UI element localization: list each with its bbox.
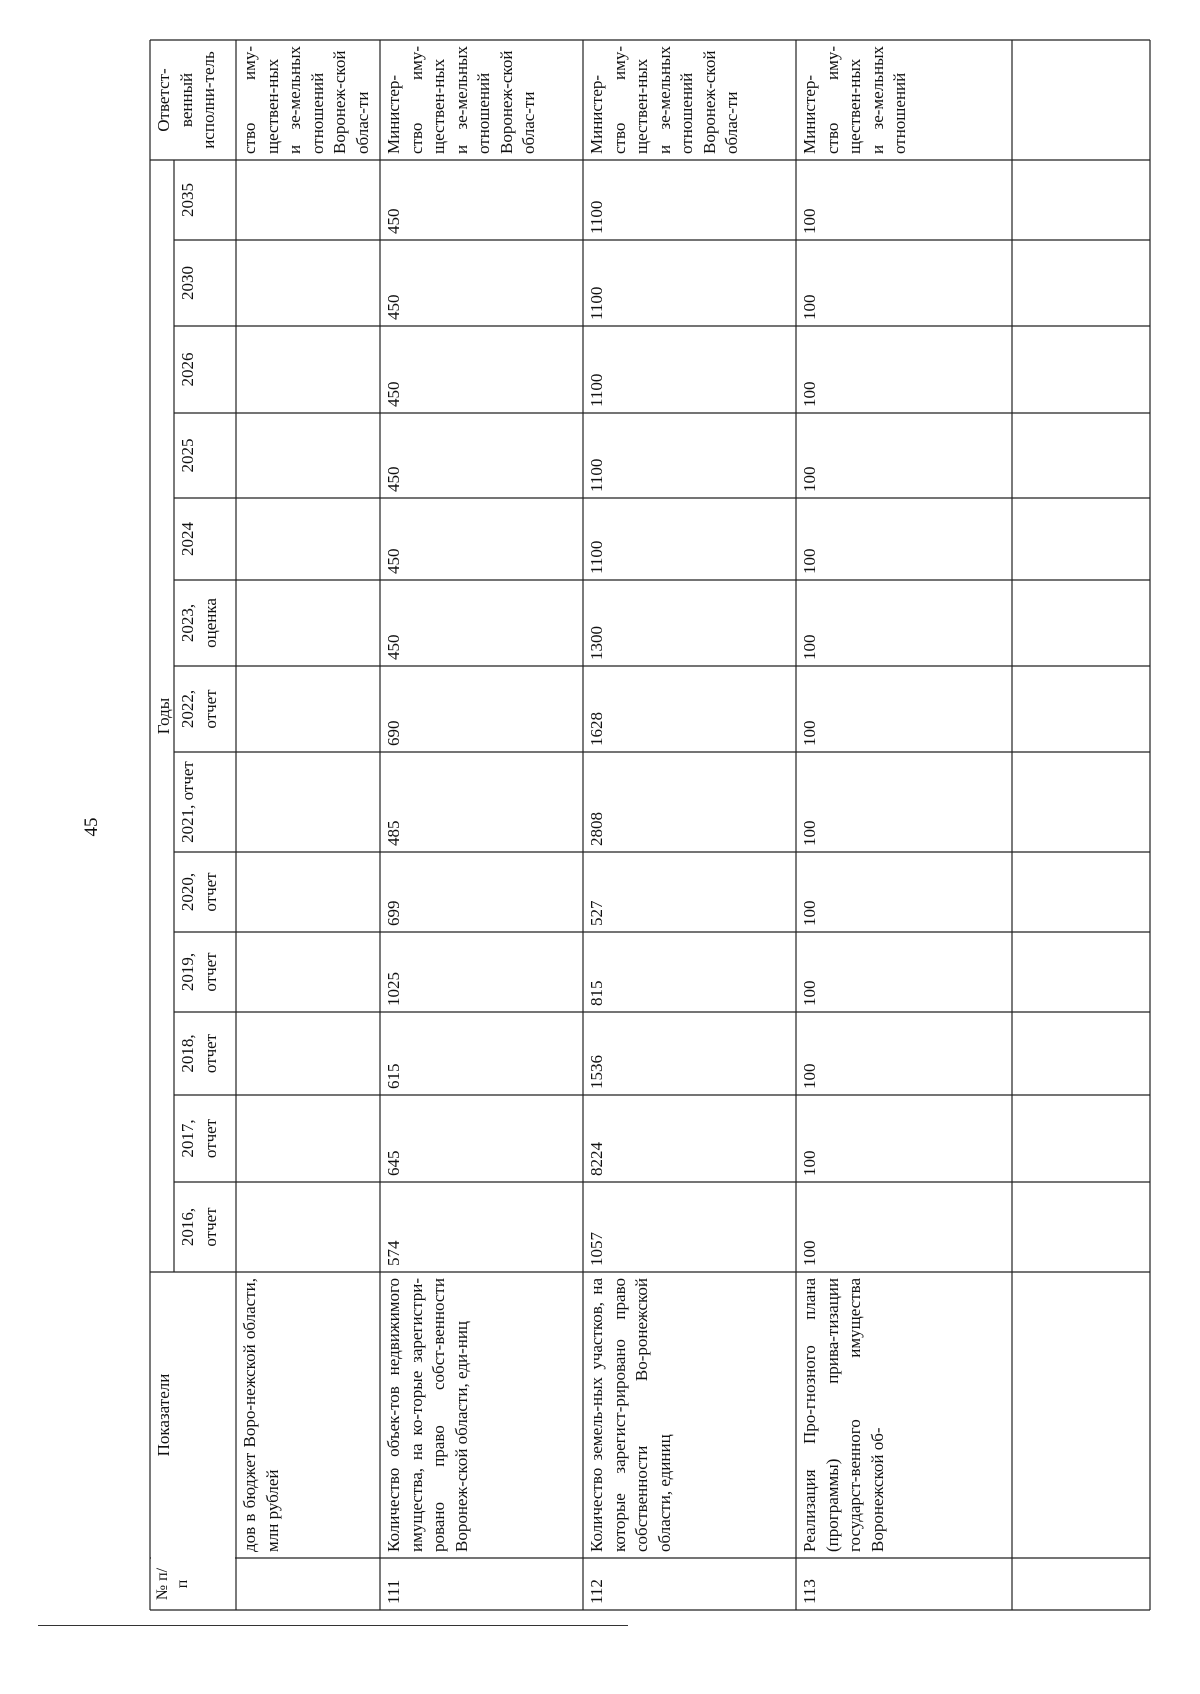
footer-rule — [38, 1625, 628, 1626]
row-indicator: Количество земель-ных участков, на которые зарегист-рировано право собственности Во-ронежской области, единиц — [587, 1278, 674, 1552]
row-value — [236, 852, 380, 932]
row-indicator: Количество объек-тов недвижимого имущества, на ко-торые зарегистри-ровано право собст-венности Воронеж-ской области, еди-ниц — [384, 1278, 471, 1552]
row-value: 100 — [800, 980, 819, 1006]
row-value: 815 — [587, 980, 606, 1006]
header-year: 2019, отчет — [178, 952, 220, 992]
row-value — [236, 326, 380, 413]
header-years-group: Годы — [154, 697, 173, 735]
row-value: 450 — [384, 634, 403, 660]
row-number: 112 — [587, 1579, 606, 1604]
row-value: 100 — [800, 820, 819, 846]
row-value: 1628 — [587, 712, 606, 746]
header-year: 2024 — [178, 522, 197, 556]
row-value: 100 — [800, 1063, 819, 1089]
header-indicators: Показатели — [154, 1373, 173, 1457]
row-value: 8224 — [587, 1142, 606, 1176]
row-value — [236, 752, 380, 852]
row-value: 100 — [800, 634, 819, 660]
row-value: 450 — [384, 466, 403, 492]
row-value — [236, 666, 380, 752]
row-value: 1100 — [587, 200, 606, 234]
row-value: 100 — [800, 208, 819, 234]
header-year: 2030 — [178, 266, 197, 300]
header-year: 2035 — [178, 183, 197, 217]
row-value: 574 — [384, 1240, 403, 1266]
header-year: 2022, отчет — [178, 689, 220, 729]
row-value — [236, 580, 380, 666]
row-value: 645 — [384, 1150, 403, 1176]
row-value — [236, 240, 380, 326]
row-value: 527 — [587, 900, 606, 926]
row-number: 111 — [384, 1579, 403, 1604]
row-value: 100 — [800, 1150, 819, 1176]
header-year: 2017, отчет — [178, 1118, 220, 1159]
row-value: 100 — [800, 900, 819, 926]
row-value: 100 — [800, 466, 819, 492]
row-value: 1100 — [587, 540, 606, 574]
row-value: 1100 — [587, 373, 606, 407]
row-value: 1025 — [384, 972, 403, 1006]
header-num: № п/п — [154, 1567, 191, 1601]
row-value: 485 — [384, 820, 403, 846]
row-value: 1100 — [587, 458, 606, 492]
row-value: 100 — [800, 1240, 819, 1266]
row-value: 100 — [800, 381, 819, 407]
row-value — [236, 413, 380, 498]
row-value: 450 — [384, 294, 403, 320]
row-value — [236, 1095, 380, 1182]
row-responsible: ство иму-ществен-ных и зе-мельных отношений Воронеж-ской облас-ти — [240, 46, 372, 154]
header-year: 2016, отчет — [178, 1207, 220, 1247]
row-value: 615 — [384, 1063, 403, 1089]
row-value: 450 — [384, 381, 403, 407]
row-value — [236, 1182, 380, 1272]
row-indicator: дов в бюджет Воро-нежской области, млн рублей — [240, 1278, 282, 1552]
row-value — [236, 1012, 380, 1095]
page-number: 45 — [81, 817, 102, 837]
header-year: 2018, отчет — [178, 1033, 220, 1074]
row-value — [236, 160, 380, 240]
header-year: 2021, отчет — [178, 761, 197, 843]
header-year: 2023, оценка — [178, 598, 220, 648]
row-value: 100 — [800, 294, 819, 320]
row-value: 450 — [384, 548, 403, 574]
header-responsible: Ответст-венный исполни-тель — [154, 51, 218, 149]
row-value: 1100 — [587, 286, 606, 320]
row-number — [236, 1558, 380, 1610]
header-year: 2026 — [178, 352, 197, 387]
header-year: 2025 — [178, 438, 197, 473]
row-responsible: Министер-ство иму-ществен-ных и зе-мельных отношений — [800, 46, 909, 154]
row-value: 1536 — [587, 1055, 606, 1089]
row-responsible: Министер-ство иму-ществен-ных и зе-мельных отношений Воронеж-ской облас-ти — [587, 46, 741, 154]
row-value: 2808 — [587, 812, 606, 846]
row-value: 699 — [384, 900, 403, 926]
row-value: 100 — [800, 720, 819, 746]
row-value: 690 — [384, 720, 403, 746]
indicators-table — [150, 40, 1150, 1610]
row-value: 100 — [800, 548, 819, 574]
row-value: 450 — [384, 208, 403, 234]
header-year: 2020, отчет — [178, 872, 220, 912]
row-indicator: Реализация Про-гнозного плана (программы) прива-тизации государст-венного имущества Воронежской об- — [800, 1278, 887, 1552]
row-value: 1300 — [587, 626, 606, 660]
row-value — [236, 932, 380, 1012]
row-number: 113 — [800, 1579, 819, 1604]
row-value: 1057 — [587, 1232, 606, 1266]
row-responsible: Министер-ство иму-ществен-ных и зе-мельных отношений Воронеж-ской облас-ти — [384, 46, 538, 154]
row-value — [236, 498, 380, 580]
